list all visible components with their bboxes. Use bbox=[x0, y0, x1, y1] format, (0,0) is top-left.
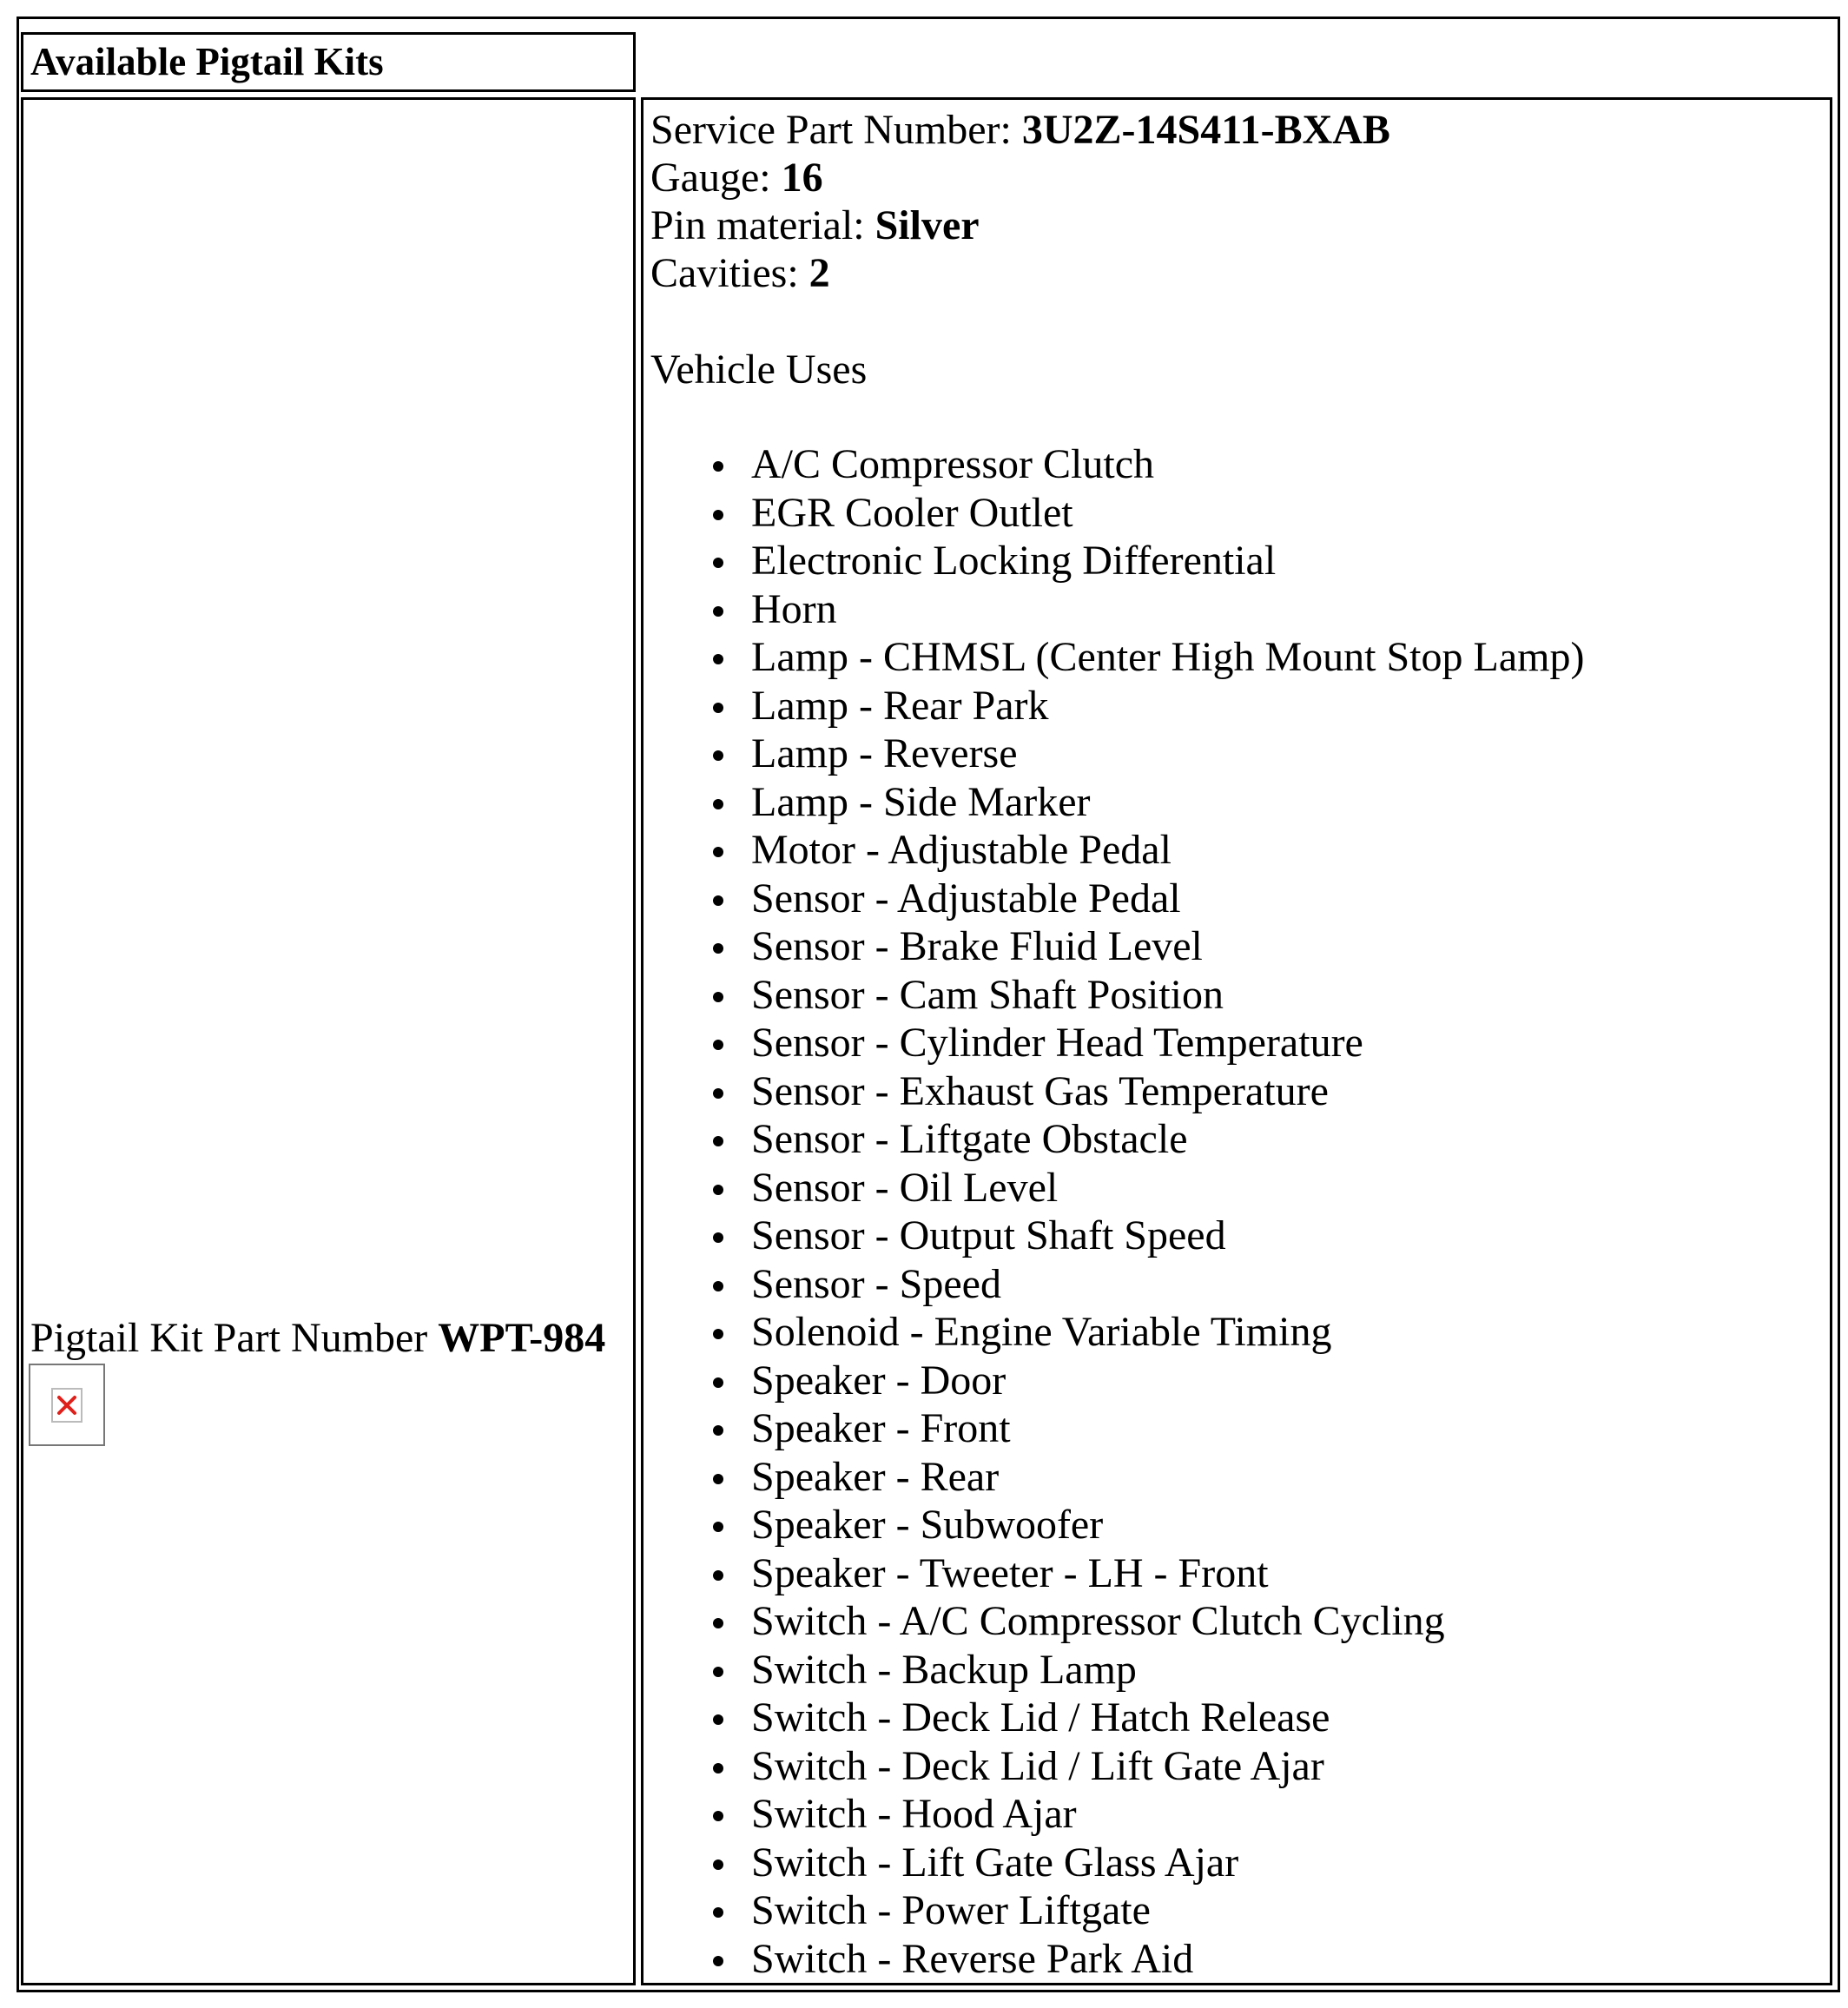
list-item: Sensor - Brake Fluid Level bbox=[644, 922, 1584, 971]
list-item: Speaker - Rear bbox=[644, 1453, 1584, 1502]
list-item: EGR Cooler Outlet bbox=[644, 489, 1584, 538]
list-item: A/C Compressor Clutch bbox=[644, 440, 1584, 489]
service-part-label: Service Part Number: bbox=[650, 107, 1022, 153]
list-item: Lamp - Reverse bbox=[644, 730, 1584, 778]
list-item: Switch - Reverse Park Aid bbox=[644, 1935, 1584, 1984]
list-item: Speaker - Door bbox=[644, 1357, 1584, 1405]
cavities-value: 2 bbox=[808, 250, 830, 296]
list-item: Switch - A/C Compressor Clutch Cycling bbox=[644, 1597, 1584, 1646]
list-item: Speaker - Tweeter - LH - Front bbox=[644, 1549, 1584, 1598]
gauge-label: Gauge: bbox=[650, 155, 782, 201]
pin-material-label: Pin material: bbox=[650, 202, 875, 248]
red-x-icon bbox=[53, 1390, 81, 1421]
list-item: Sensor - Exhaust Gas Temperature bbox=[644, 1067, 1584, 1116]
vehicle-uses-list bbox=[644, 440, 1584, 1983]
list-item: Solenoid - Engine Variable Timing bbox=[644, 1308, 1584, 1357]
list-item: Speaker - Front bbox=[644, 1404, 1584, 1453]
broken-image-icon bbox=[29, 1364, 105, 1446]
kit-part-number-label: Pigtail Kit Part Number bbox=[30, 1315, 439, 1361]
table-title: Available Pigtail Kits bbox=[21, 32, 636, 92]
list-item: Switch - Hood Ajar bbox=[644, 1790, 1584, 1839]
list-item: Switch - Deck Lid / Lift Gate Ajar bbox=[644, 1742, 1584, 1791]
list-item: Switch - Lift Gate Glass Ajar bbox=[644, 1839, 1584, 1887]
list-item: Horn bbox=[644, 585, 1584, 634]
list-item: Sensor - Output Shaft Speed bbox=[644, 1212, 1584, 1260]
service-part-row bbox=[650, 106, 1390, 154]
pin-material-value: Silver bbox=[874, 202, 980, 248]
list-item: Switch - Power Liftgate bbox=[644, 1886, 1584, 1935]
broken-image-frame bbox=[51, 1388, 82, 1423]
kit-cell bbox=[21, 97, 636, 1985]
list-item: Lamp - Rear Park bbox=[644, 682, 1584, 730]
list-item: Sensor - Liftgate Obstacle bbox=[644, 1115, 1584, 1164]
list-item: Sensor - Oil Level bbox=[644, 1164, 1584, 1212]
service-part-value: 3U2Z-14S411-BXAB bbox=[1021, 107, 1390, 153]
specs-block bbox=[650, 106, 1390, 297]
list-item: Lamp - CHMSL (Center High Mount Stop Lamp) bbox=[644, 633, 1584, 682]
list-item: Lamp - Side Marker bbox=[644, 778, 1584, 827]
kit-part-number-value: WPT-984 bbox=[438, 1315, 606, 1361]
details-cell bbox=[641, 97, 1832, 1985]
cavities-row bbox=[650, 249, 1390, 297]
list-item: Switch - Deck Lid / Hatch Release bbox=[644, 1694, 1584, 1742]
vehicle-uses-heading: Vehicle Uses bbox=[650, 347, 868, 393]
cavities-label: Cavities: bbox=[650, 250, 809, 296]
pin-material-row bbox=[650, 201, 1390, 249]
list-item: Sensor - Speed bbox=[644, 1260, 1584, 1309]
list-item: Motor - Adjustable Pedal bbox=[644, 826, 1584, 875]
list-item: Electronic Locking Differential bbox=[644, 537, 1584, 585]
gauge-value: 16 bbox=[781, 155, 823, 201]
kit-part-number-line bbox=[30, 1312, 605, 1364]
list-item: Speaker - Subwoofer bbox=[644, 1501, 1584, 1549]
list-item: Sensor - Adjustable Pedal bbox=[644, 875, 1584, 923]
gauge-row bbox=[650, 154, 1390, 201]
list-item: Sensor - Cam Shaft Position bbox=[644, 971, 1584, 1020]
list-item: Sensor - Cylinder Head Temperature bbox=[644, 1019, 1584, 1067]
list-item: Switch - Backup Lamp bbox=[644, 1646, 1584, 1694]
